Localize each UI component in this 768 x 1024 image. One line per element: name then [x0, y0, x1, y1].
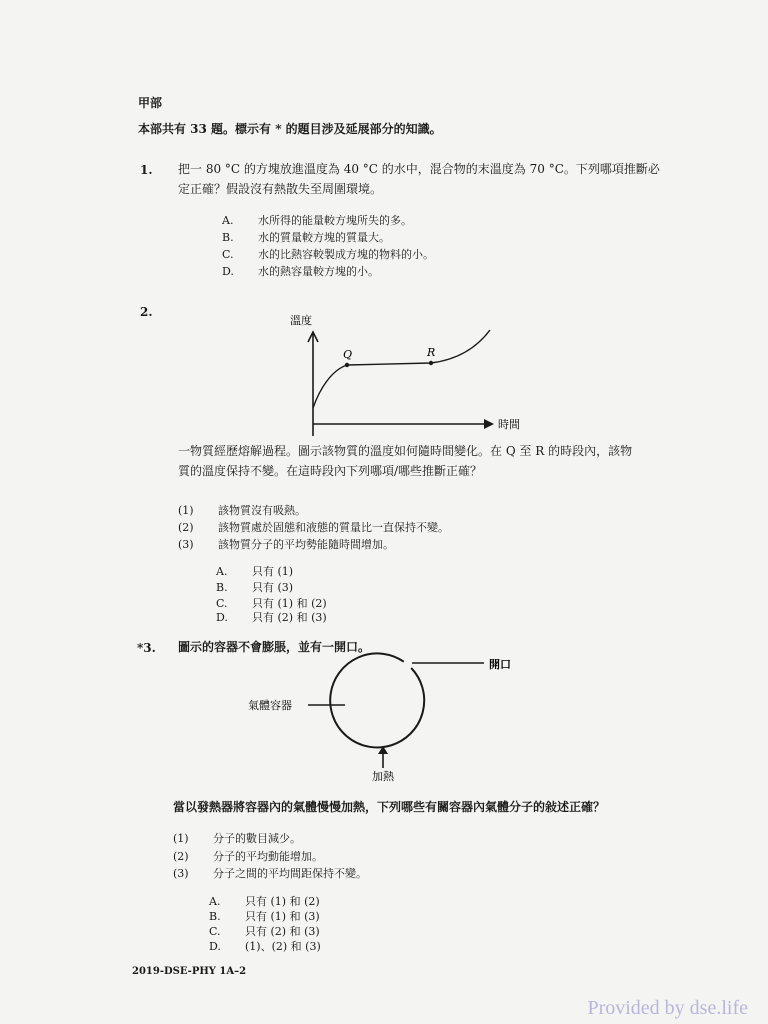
q3-option-b: [209, 908, 320, 924]
q3-question: 當以發熱器將容器內的氣體慢慢加熱，下列哪些有關容器內氣體分子的敍述正確？: [173, 800, 606, 814]
option-text: 水的質量較方塊的質量大。: [258, 231, 390, 244]
statement-number: (2): [178, 521, 194, 534]
statement-number: (3): [173, 867, 189, 880]
watermark: Provided by dse.life: [587, 997, 748, 1019]
q3-statement-3: [173, 865, 367, 881]
option-letter: A.: [209, 895, 221, 908]
q1-option-b: [222, 229, 390, 245]
option-letter: B.: [209, 910, 221, 923]
heating-label: 加熱: [372, 770, 394, 783]
statement-text: 該物質沒有吸熱。: [218, 504, 306, 517]
option-letter: A.: [222, 214, 234, 227]
y-axis-label: 溫度: [290, 314, 312, 327]
statement-text: 該物質處於固態和液態的質量比一直保持不變。: [218, 521, 449, 534]
option-letter: C.: [216, 597, 228, 610]
q2-option-d: [216, 609, 327, 625]
q2-number: 2.: [140, 305, 153, 319]
q3-option-a: [209, 893, 320, 909]
q2-statement-3: [178, 536, 394, 552]
gas-container-diagram: [240, 650, 530, 785]
option-letter: B.: [222, 231, 234, 244]
container-outline: [330, 653, 424, 747]
q3-intro: 圖示的容器不會膨脹，並有一開口。: [178, 640, 371, 654]
container-label: 氣體容器: [248, 699, 292, 712]
statement-number: (1): [178, 504, 194, 517]
q1-number: 1.: [140, 163, 153, 177]
section-title: 甲部: [138, 96, 163, 110]
q3-statement-1: [173, 830, 301, 846]
x-axis-label: 時間: [498, 418, 520, 431]
option-text: 只有 (2) 和 (3): [245, 925, 320, 938]
q2-statement-2: [178, 519, 449, 535]
option-letter: C.: [222, 248, 234, 261]
option-text: 只有 (1): [252, 565, 294, 578]
statement-number: (3): [178, 538, 194, 551]
point-r-label: R: [427, 346, 436, 359]
statement-text: 該物質分子的平均勢能隨時間增加。: [218, 538, 394, 551]
q3-option-d: [209, 938, 321, 954]
q1-option-c: [222, 246, 434, 262]
point-r-marker: [429, 361, 433, 365]
option-text: 只有 (3): [252, 581, 294, 594]
option-text: 水的比熱容較製成方塊的物料的小。: [258, 248, 434, 261]
statement-number: (2): [173, 850, 189, 863]
option-text: 只有 (1) 和 (2): [252, 597, 327, 610]
option-letter: D.: [222, 265, 234, 278]
option-letter: D.: [216, 611, 228, 624]
option-letter: D.: [209, 940, 221, 953]
q2-text-line2: 質的溫度保持不變。在這時段內下列哪項/哪些推斷正確？: [178, 464, 483, 478]
point-q-label: Q: [343, 348, 353, 361]
q3-number: *3.: [137, 641, 156, 655]
q1-option-a: [222, 212, 412, 228]
opening-label: 開口: [489, 658, 511, 671]
q1-option-d: [222, 263, 379, 279]
q2-option-b: [216, 579, 293, 595]
option-text: 水的熱容量較方塊的小。: [258, 265, 379, 278]
option-text: 只有 (2) 和 (3): [252, 611, 327, 624]
option-text: 水所得的能量較方塊所失的多。: [258, 214, 412, 227]
q2-text-line1: 一物質經歷熔解過程。圖示該物質的溫度如何隨時間變化。在 Q 至 R 的時段內，該物: [178, 444, 633, 458]
q3-option-c: [209, 923, 320, 939]
statement-text: 分子的平均動能增加。: [213, 850, 323, 863]
q1-text-line2: 定正確？假設沒有熱散失至周圍環境。: [178, 182, 383, 196]
q3-statement-2: [173, 848, 323, 864]
x-axis-arrow: [484, 419, 494, 429]
option-text: (1)、(2) 和 (3): [245, 940, 321, 953]
statement-text: 分子的數目減少。: [213, 832, 301, 845]
option-letter: C.: [209, 925, 221, 938]
q1-text-line1: 把一 80 °C 的方塊放進溫度為 40 °C 的水中，混合物的末溫度為 70 °C。下列哪項推斷必: [178, 162, 660, 176]
q2-statement-1: [178, 502, 306, 518]
point-q-marker: [345, 363, 349, 367]
q2-option-a: [216, 563, 293, 579]
section-instruction: 本部共有 33 題。標示有 * 的題目涉及延展部分的知識。: [138, 122, 442, 136]
statement-number: (1): [173, 832, 189, 845]
option-letter: B.: [216, 581, 228, 594]
temperature-time-graph: [280, 308, 540, 438]
option-text: 只有 (1) 和 (3): [245, 910, 320, 923]
option-text: 只有 (1) 和 (2): [245, 895, 320, 908]
temperature-curve: [313, 330, 490, 408]
statement-text: 分子之間的平均間距保持不變。: [213, 867, 367, 880]
paper-code: 2019-DSE-PHY 1A–2: [132, 966, 247, 977]
option-letter: A.: [216, 565, 228, 578]
